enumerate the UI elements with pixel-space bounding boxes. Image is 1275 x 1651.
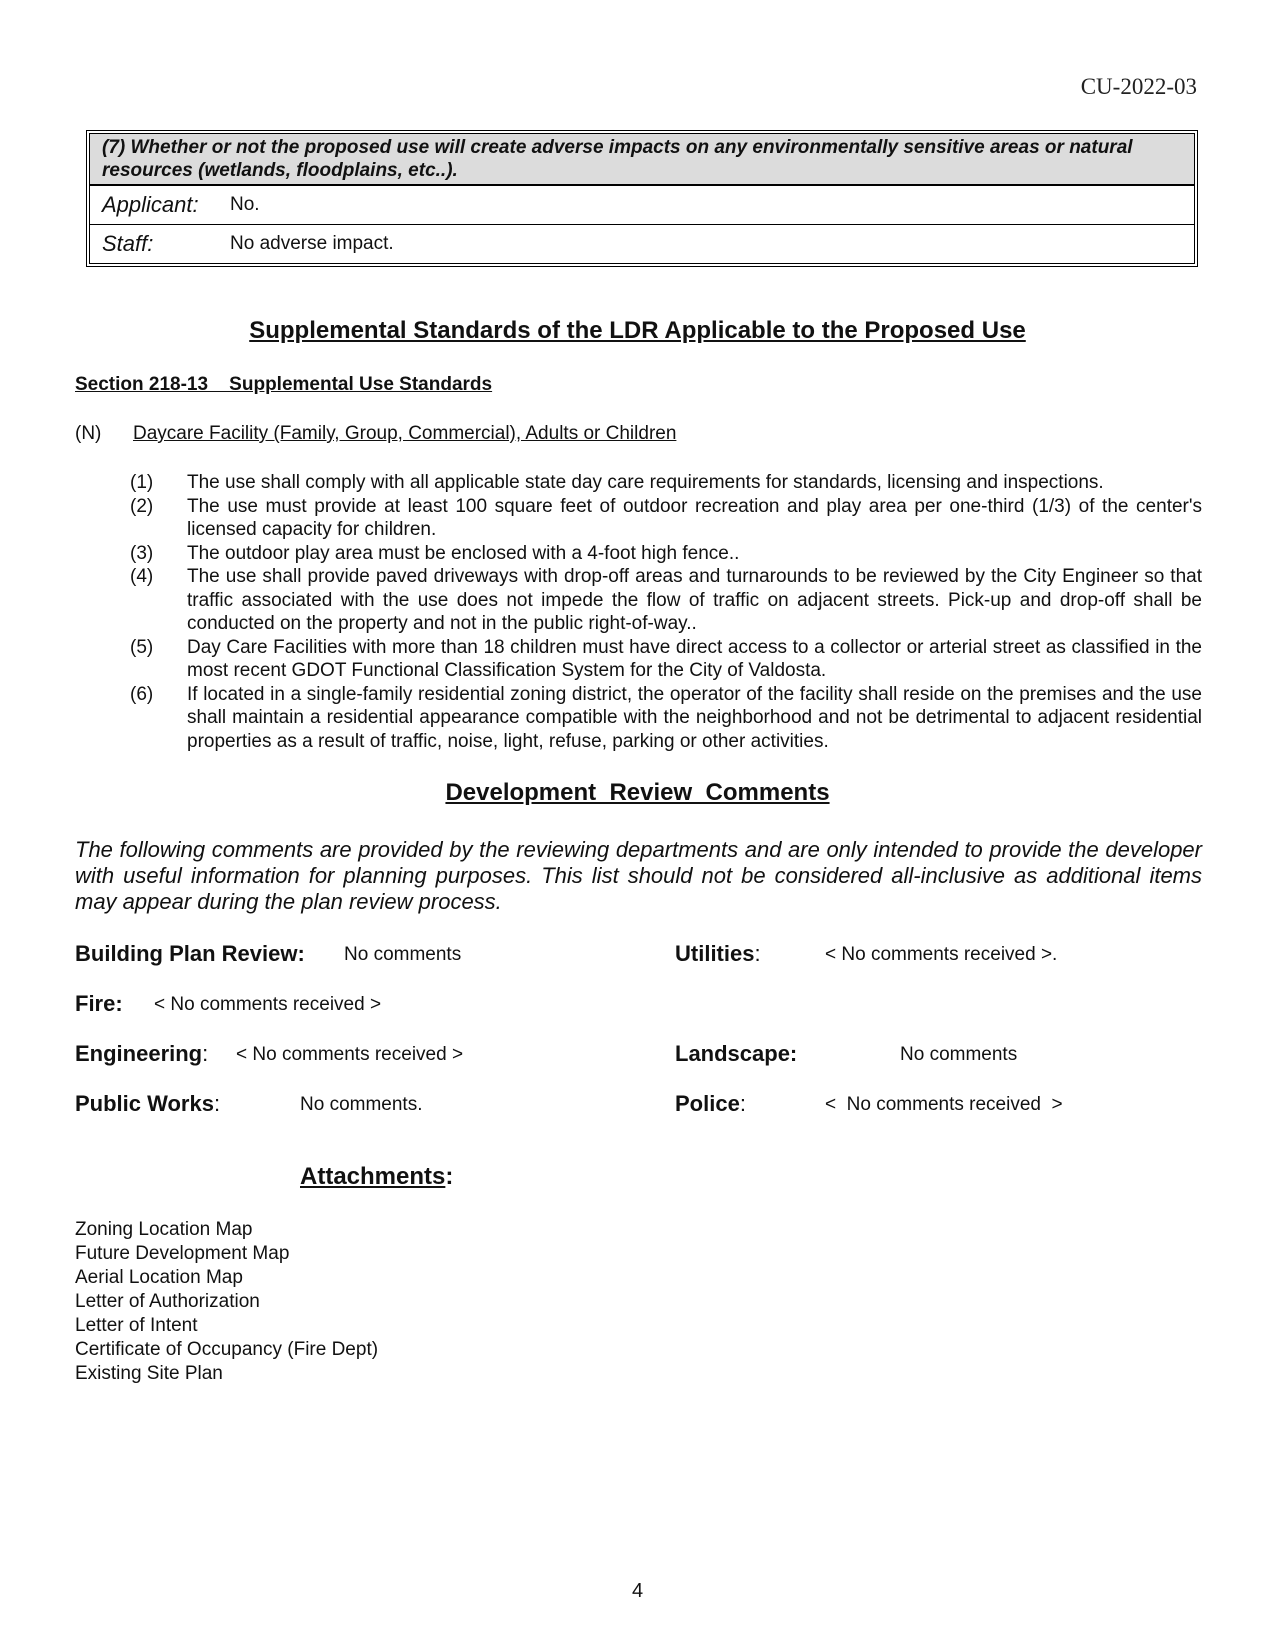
item-text: The use must provide at least 100 square feet of outdoor recreation and play area per one-third (1/3) of the center's licensed capacity for children. [187, 495, 1202, 540]
list-item: Future Development Map [75, 1243, 290, 1264]
engineering-label: Engineering: [75, 1041, 209, 1066]
item-text: If located in a single-family residential zoning district, the operator of the facility shall reside on the premises and the use shall maintain a residential appearance compatible with the neighborhood and not be detrimental to adjacent residential properties as a result of traffic, noise, light, refuse, parking or other activities. [187, 683, 1202, 752]
police-label: Police: [675, 1091, 746, 1116]
attachments-heading: Attachments: [300, 1163, 454, 1190]
criterion-row-applicant [90, 186, 1194, 224]
list-item: Certificate of Occupancy (Fire Dept) [75, 1339, 379, 1360]
section-title: Section 218-13 Supplemental Use Standards [75, 374, 493, 395]
item-number: (6) [130, 683, 154, 705]
item-text: The use shall provide paved driveways with drop-off areas and turnarounds to be reviewed by the City Engineer so that traffic associated with the use does not impede the flow of traffic on adjacent streets. Pick-up and drop-off shall be conducted on the property and not in the public right-of-way.. [187, 566, 1202, 634]
criterion-heading: (7) Whether or not the proposed use will create adverse impacts on any environmentally sensitive areas or natural resources (wetlands, floodplains, etc..). [90, 134, 1194, 186]
utilities-value: < No comments received >. [825, 944, 1058, 965]
staff-label: Staff: [102, 231, 154, 256]
public-works-label: Public Works: [75, 1091, 221, 1116]
attachments-list [75, 1218, 378, 1386]
list-item: Aerial Location Map [75, 1267, 243, 1288]
review-comments-heading: Development Review Comments [445, 779, 830, 806]
supplemental-standards-heading: Supplemental Standards of the LDR Applicable to the Proposed Use [249, 317, 1026, 344]
engineering-value: < No comments received > [236, 1044, 464, 1065]
list-item [130, 471, 1202, 495]
item-number: (5) [130, 636, 154, 658]
list-item: Letter of Authorization [75, 1291, 260, 1312]
list-item [130, 495, 1202, 542]
landscape-value: No comments [900, 1044, 1018, 1065]
standards-list [130, 471, 1202, 753]
public-works-value: No comments. [300, 1094, 423, 1115]
fire-value: < No comments received > [154, 994, 382, 1015]
fire-label: Fire: [75, 991, 123, 1016]
list-item: Existing Site Plan [75, 1363, 223, 1384]
building-plan-review-label: Building Plan Review: [75, 941, 305, 966]
criterion-row-staff [90, 224, 1194, 263]
item-text: The outdoor play area must be enclosed with a 4-foot high fence.. [187, 542, 740, 564]
item-number: (4) [130, 566, 154, 587]
item-number: (2) [130, 495, 154, 517]
document-id: CU-2022-03 [1080, 74, 1197, 99]
list-item: Zoning Location Map [75, 1219, 253, 1240]
subsection-title: Daycare Facility (Family, Group, Commercial), Adults or Children [133, 423, 677, 444]
criterion-table [86, 130, 1198, 267]
list-item [130, 542, 1202, 566]
list-item [130, 565, 1202, 636]
landscape-label: Landscape: [675, 1041, 798, 1066]
utilities-label: Utilities: [675, 941, 761, 966]
staff-response: No adverse impact. [230, 233, 394, 254]
building-plan-review-value: No comments [344, 944, 462, 965]
police-value: < No comments received > [825, 1094, 1063, 1115]
item-number: (3) [130, 542, 154, 564]
item-text: Day Care Facilities with more than 18 children must have direct access to a collector or arterial street as classified in the most recent GDOT Functional Classification System for the City of Valdosta. [187, 636, 1202, 681]
list-item [130, 636, 1202, 683]
list-item: Letter of Intent [75, 1315, 198, 1336]
applicant-response: No. [230, 194, 260, 215]
item-text: The use shall comply with all applicable state day care requirements for standards, licensing and inspections. [187, 472, 1104, 493]
item-number: (1) [130, 472, 154, 493]
applicant-label: Applicant: [102, 192, 199, 217]
review-intro: The following comments are provided by the reviewing departments and are only intended to provide the developer with useful information for planning purposes. This list should not be considered all-inclusive as additional items may appear during the plan review process. [75, 837, 1202, 914]
subsection-marker: (N) [75, 423, 102, 444]
list-item [130, 683, 1202, 754]
page-number: 4 [631, 1580, 644, 1602]
